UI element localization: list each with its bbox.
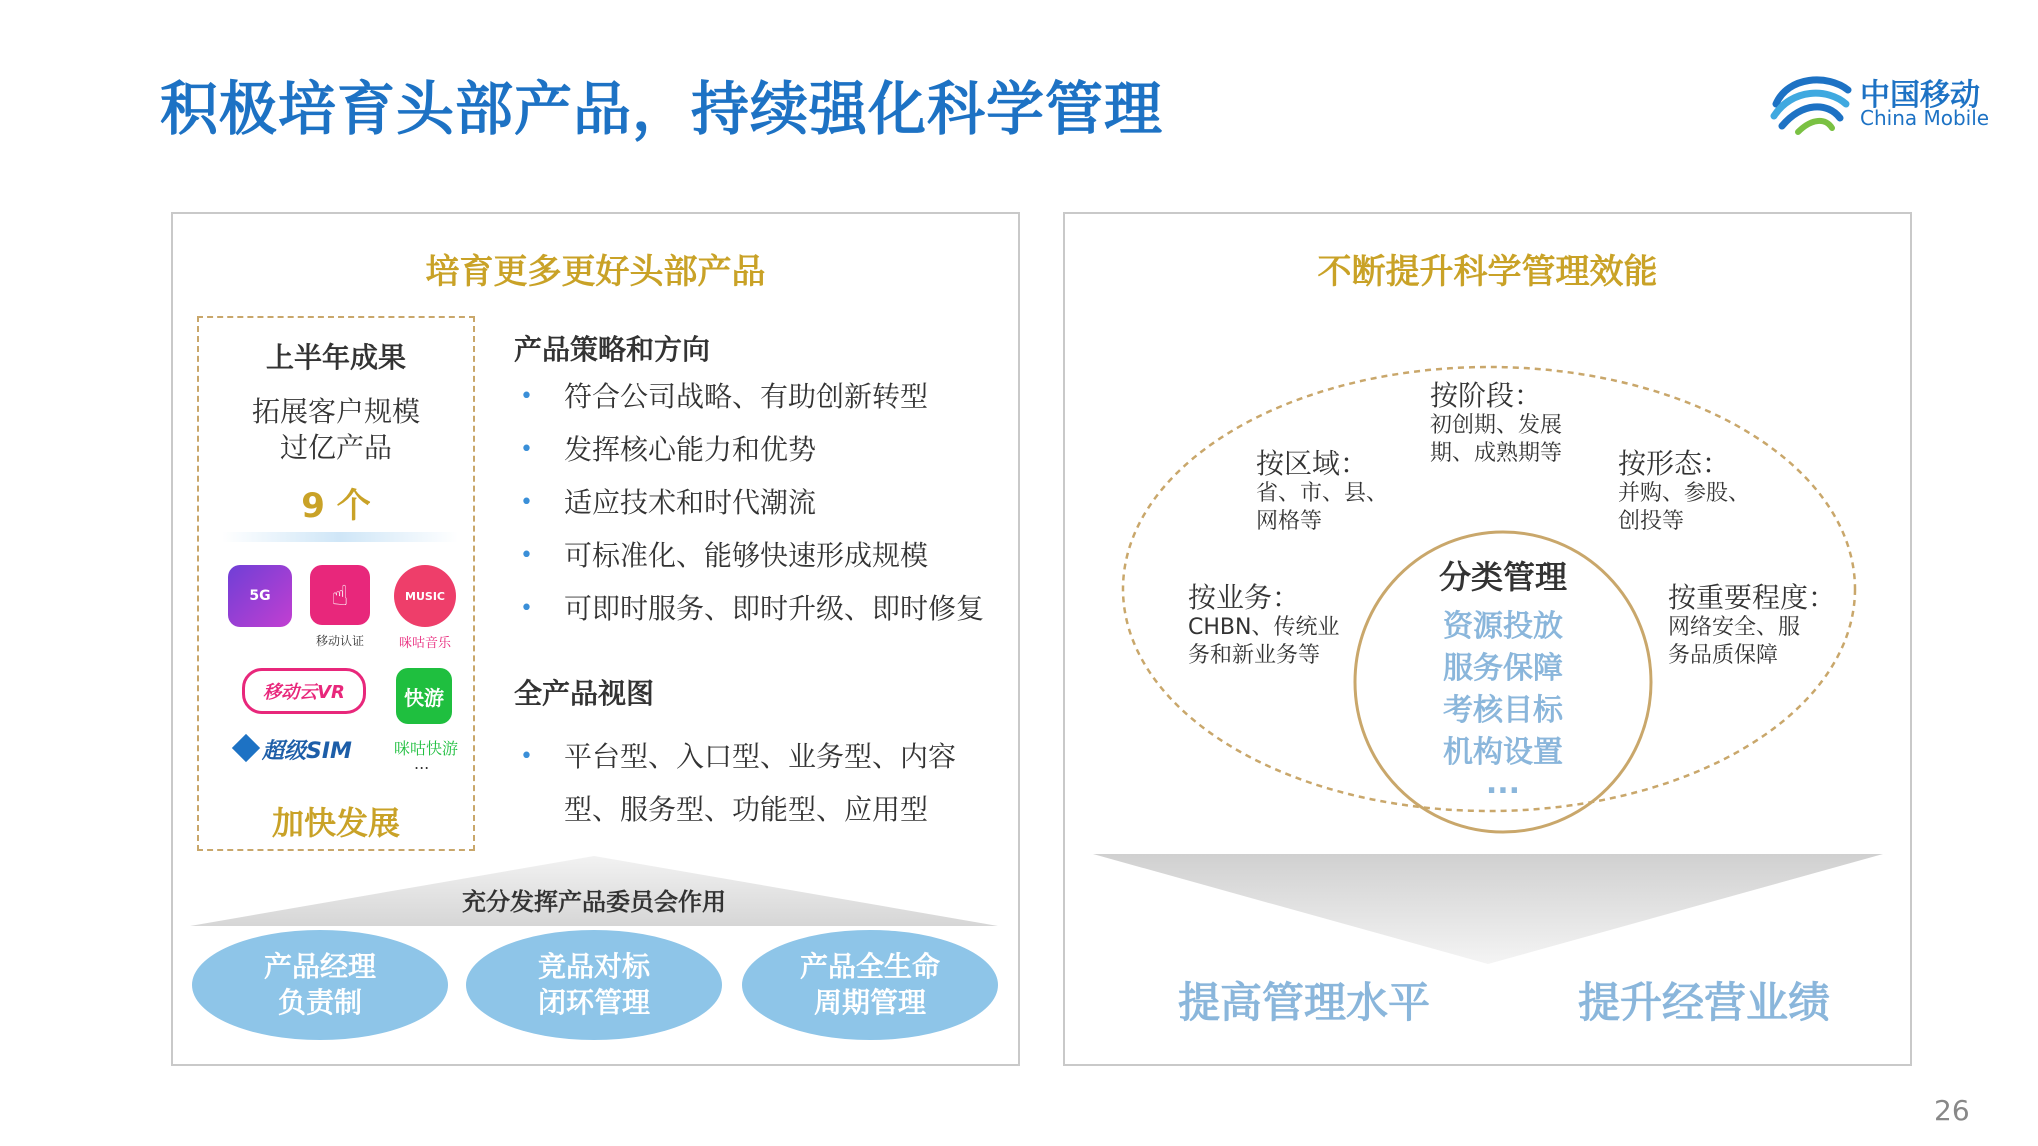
- improve-management-text: 提高管理水平: [1178, 978, 1431, 1027]
- center-items: [1403, 606, 1603, 801]
- strategy-item: [514, 476, 984, 529]
- stage-line2: 期、成熟期等: [1430, 441, 1563, 466]
- logo-text-en: China Mobile: [1860, 106, 1990, 130]
- product-view-title: 全产品视图: [514, 677, 655, 710]
- importance-line2: 务品质保障: [1668, 643, 1779, 668]
- kuaiyou-app-icon: [396, 668, 452, 724]
- right-panel-heading: 不断提升科学管理效能: [1317, 252, 1658, 292]
- center-item: 机构设置: [1443, 735, 1563, 770]
- strategy-item-text: 可即时服务、即时升级、即时修复: [564, 592, 985, 625]
- bullet-icon: •: [520, 437, 533, 462]
- strategy-item: [514, 529, 984, 582]
- oval-product-manager: [192, 930, 448, 1040]
- logo-text-cn: 中国移动: [1860, 78, 1980, 113]
- business-label: 按业务：: [1188, 581, 1301, 614]
- region-line2: 网格等: [1256, 509, 1323, 534]
- page-number: 26: [1934, 1094, 1970, 1127]
- oval-line1: 产品经理: [263, 950, 376, 983]
- page-title: 积极培育头部产品，持续强化科学管理: [160, 75, 1164, 143]
- 5g-app-icon: [228, 565, 292, 627]
- oval-lifecycle: [742, 930, 998, 1040]
- super-sim-label: 超级SIM: [262, 739, 352, 764]
- mobile-auth-label: 移动认证: [315, 634, 364, 648]
- app3-label: MUSIC: [405, 589, 445, 603]
- center-item: 服务保障: [1443, 651, 1563, 686]
- business-line1: CHBN、传统业: [1188, 615, 1340, 640]
- app1-label: 5G: [249, 588, 271, 604]
- strategy-item-text: 可标准化、能够快速形成规模: [564, 539, 929, 572]
- mobile-cloud-vr-app-icon: [242, 668, 366, 714]
- product-view-line1: [514, 730, 956, 783]
- oval-line1: 竞品对标: [537, 950, 650, 983]
- migu-music-label: 咪咕音乐: [398, 636, 451, 651]
- center-item: ...: [1485, 766, 1521, 801]
- improve-performance-text: 提升经营业绩: [1578, 978, 1831, 1027]
- strategy-item-text: 适应技术和时代潮流: [564, 486, 817, 519]
- strategy-item: [514, 423, 984, 476]
- strategy-item-text: 发挥核心能力和优势: [564, 433, 817, 466]
- apps-more: ...: [414, 754, 430, 773]
- region-label: 按区域：: [1256, 447, 1369, 480]
- results-desc-line1: 拓展客户规模: [251, 395, 420, 428]
- results-title: 上半年成果: [265, 341, 406, 374]
- product-view-line2: [514, 783, 956, 836]
- results-divider: [222, 532, 458, 542]
- bullet-icon: •: [520, 490, 533, 515]
- app4-label: 移动云VR: [263, 682, 345, 703]
- committee-label: 充分发挥产品委员会作用: [462, 888, 726, 916]
- bullet-icon: •: [520, 596, 533, 621]
- product-view-text1: 平台型、入口型、业务型、内容: [564, 740, 957, 773]
- center-item: 资源投放: [1443, 609, 1563, 644]
- results-desc-line2: 过亿产品: [279, 431, 392, 464]
- oval-line2: 负责制: [277, 986, 362, 1019]
- strategy-item-text: 符合公司战略、有助创新转型: [564, 380, 929, 413]
- importance-line1: 网络安全、服: [1668, 615, 1801, 640]
- strategy-list: [514, 370, 984, 635]
- importance-label: 按重要程度：: [1668, 581, 1837, 614]
- oval-line1: 产品全生命: [799, 950, 940, 983]
- results-footer: 加快发展: [271, 804, 400, 842]
- strategy-item: [514, 582, 984, 635]
- bullet-icon: •: [520, 384, 533, 409]
- center-item: 考核目标: [1443, 693, 1563, 728]
- china-mobile-logo-icon: [1768, 66, 1856, 136]
- product-view-list: [514, 730, 956, 836]
- stage-label: 按阶段：: [1430, 379, 1543, 412]
- strategy-item: [514, 370, 984, 423]
- bullet-icon: •: [520, 744, 533, 769]
- downward-arrow-band: [1093, 854, 1883, 964]
- form-line2: 创投等: [1618, 509, 1685, 534]
- oval-line2: 周期管理: [813, 986, 926, 1019]
- left-panel-heading: 培育更多更好头部产品: [425, 252, 766, 292]
- product-view-text2: 型、服务型、功能型、应用型: [564, 793, 929, 826]
- business-line2: 务和新业务等: [1188, 643, 1321, 668]
- stage-line1: 初创期、发展: [1430, 413, 1563, 438]
- migu-music-app-icon: [394, 565, 456, 627]
- results-count: 9 个: [301, 486, 371, 526]
- bullet-icon: •: [520, 543, 533, 568]
- center-title: 分类管理: [1438, 558, 1567, 596]
- form-label: 按形态：: [1618, 447, 1731, 480]
- mobile-auth-app-icon: ☝: [310, 565, 370, 625]
- oval-competitor-benchmark: [466, 930, 722, 1040]
- oval-line2: 闭环管理: [537, 986, 650, 1019]
- strategy-title: 产品策略和方向: [514, 333, 711, 366]
- region-line1: 省、市、县、: [1256, 481, 1389, 506]
- app5-label: 快游: [404, 685, 444, 710]
- form-line1: 并购、参股、: [1618, 481, 1751, 506]
- migu-kuaiyou-label: 咪咕快游: [394, 739, 459, 758]
